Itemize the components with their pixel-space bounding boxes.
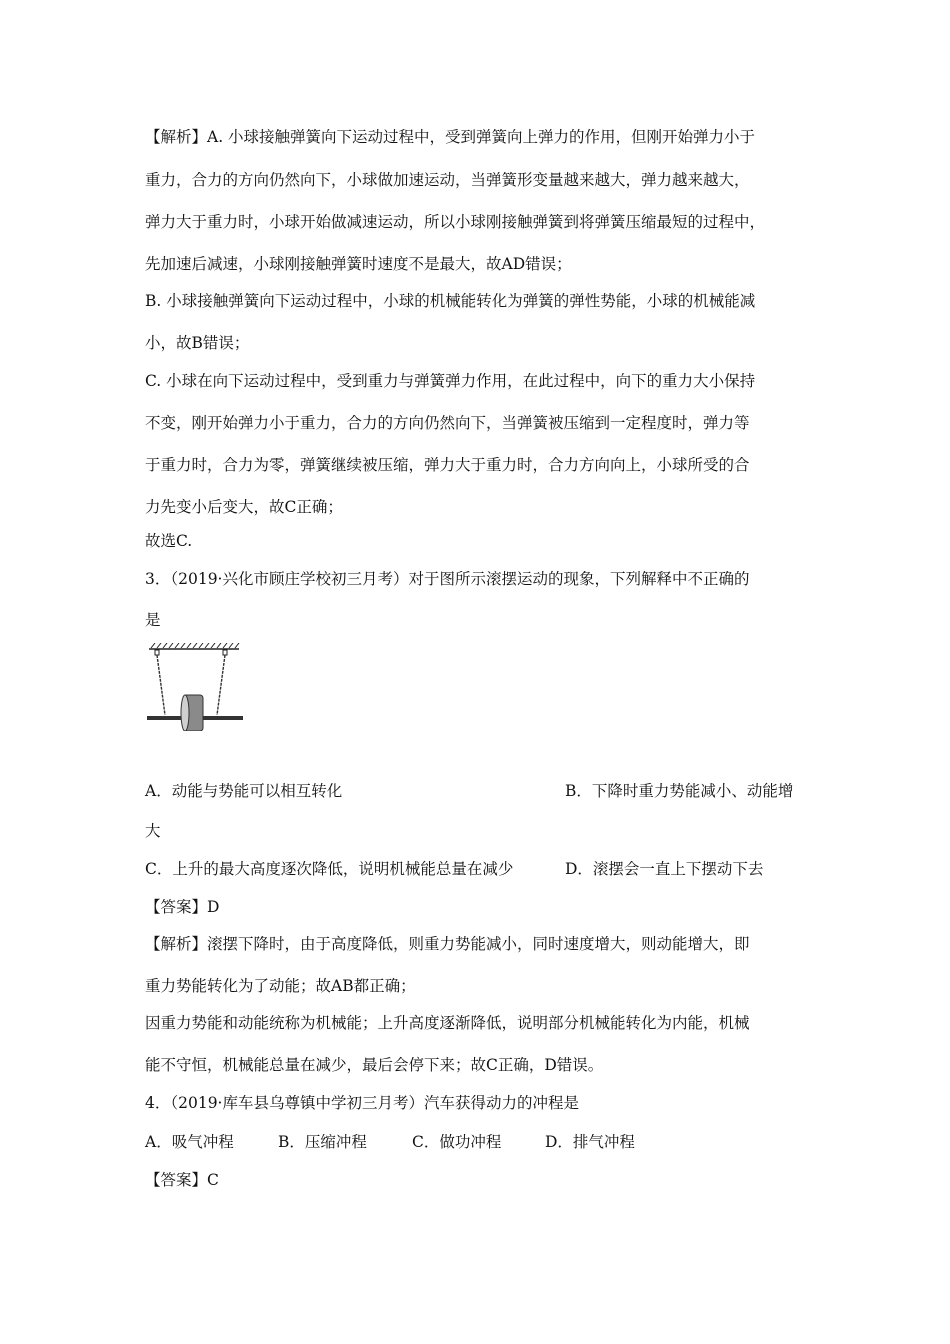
question-3-option-b: B．下降时重力势能减小、动能增 xyxy=(565,782,794,800)
question-3-analysis-line: 因重力势能和动能统称为机械能；上升高度逐渐降低，说明部分机械能转化为内能，机械 xyxy=(145,1014,750,1032)
question-3-analysis-line: 重力势能转化为了动能；故AB都正确； xyxy=(145,977,416,995)
question-3-option-c: C．上升的最大高度逐次降低，说明机械能总量在减少 xyxy=(145,860,514,878)
question-4-stem: 4．（2019·库车县乌尊镇中学初三月考）汽车获得动力的冲程是 xyxy=(145,1094,579,1112)
analysis-line: 力先变小后变大，故C正确； xyxy=(145,498,343,516)
question-4-option-c: C．做功冲程 xyxy=(412,1133,502,1151)
question-3-option-b-cont: 大 xyxy=(145,822,161,840)
analysis-line: 弹力大于重力时，小球开始做减速运动，所以小球刚接触弹簧到将弹簧压缩最短的过程中， xyxy=(145,213,766,231)
maxwell-pendulum-figure xyxy=(145,643,245,731)
question-3-stem: 3．（2019·兴化市顾庄学校初三月考）对于图所示滚摆运动的现象，下列解释中不正确的 xyxy=(145,570,750,588)
analysis-line: 于重力时，合力为零，弹簧继续被压缩，弹力大于重力时，合力方向向上，小球所受的合 xyxy=(145,456,750,474)
question-3-answer: 【答案】D xyxy=(145,898,220,916)
question-3-analysis-line: 能不守恒，机械能总量在减少，最后会停下来；故C正确，D错误。 xyxy=(145,1056,604,1074)
analysis-line: 小，故B错误； xyxy=(145,334,250,352)
analysis-line: C. 小球在向下运动过程中，受到重力与弹簧弹力作用，在此过程中，向下的重力大小保持 xyxy=(145,372,756,390)
analysis-line: 先加速后减速，小球刚接触弹簧时速度不是最大，故AD错误； xyxy=(145,255,572,273)
question-4-option-b: B．压缩冲程 xyxy=(278,1133,367,1151)
analysis-line: 重力，合力的方向仍然向下，小球做加速运动，当弹簧形变量越来越大，弹力越来越大， xyxy=(145,171,750,189)
question-3-option-d: D．滚摆会一直上下摆动下去 xyxy=(565,860,764,878)
analysis-line: 不变，刚开始弹力小于重力，合力的方向仍然向下，当弹簧被压缩到一定程度时，弹力等 xyxy=(145,414,750,432)
question-4-answer: 【答案】C xyxy=(145,1171,219,1189)
question-4-option-d: D．排气冲程 xyxy=(545,1133,635,1151)
analysis-line: B. 小球接触弹簧向下运动过程中，小球的机械能转化为弹簧的弹性势能，小球的机械能减 xyxy=(145,292,756,310)
question-3-option-a: A．动能与势能可以相互转化 xyxy=(145,782,343,800)
conclusion-line: 故选C. xyxy=(145,532,193,550)
question-4-option-a: A．吸气冲程 xyxy=(145,1133,234,1151)
analysis-line: 【解析】A. 小球接触弹簧向下运动过程中，受到弹簧向上弹力的作用，但刚开始弹力小于 xyxy=(145,128,756,146)
question-3-analysis-line: 【解析】滚摆下降时，由于高度降低，则重力势能减小，同时速度增大，则动能增大，即 xyxy=(145,935,750,953)
question-3-stem-cont: 是 xyxy=(145,611,161,629)
